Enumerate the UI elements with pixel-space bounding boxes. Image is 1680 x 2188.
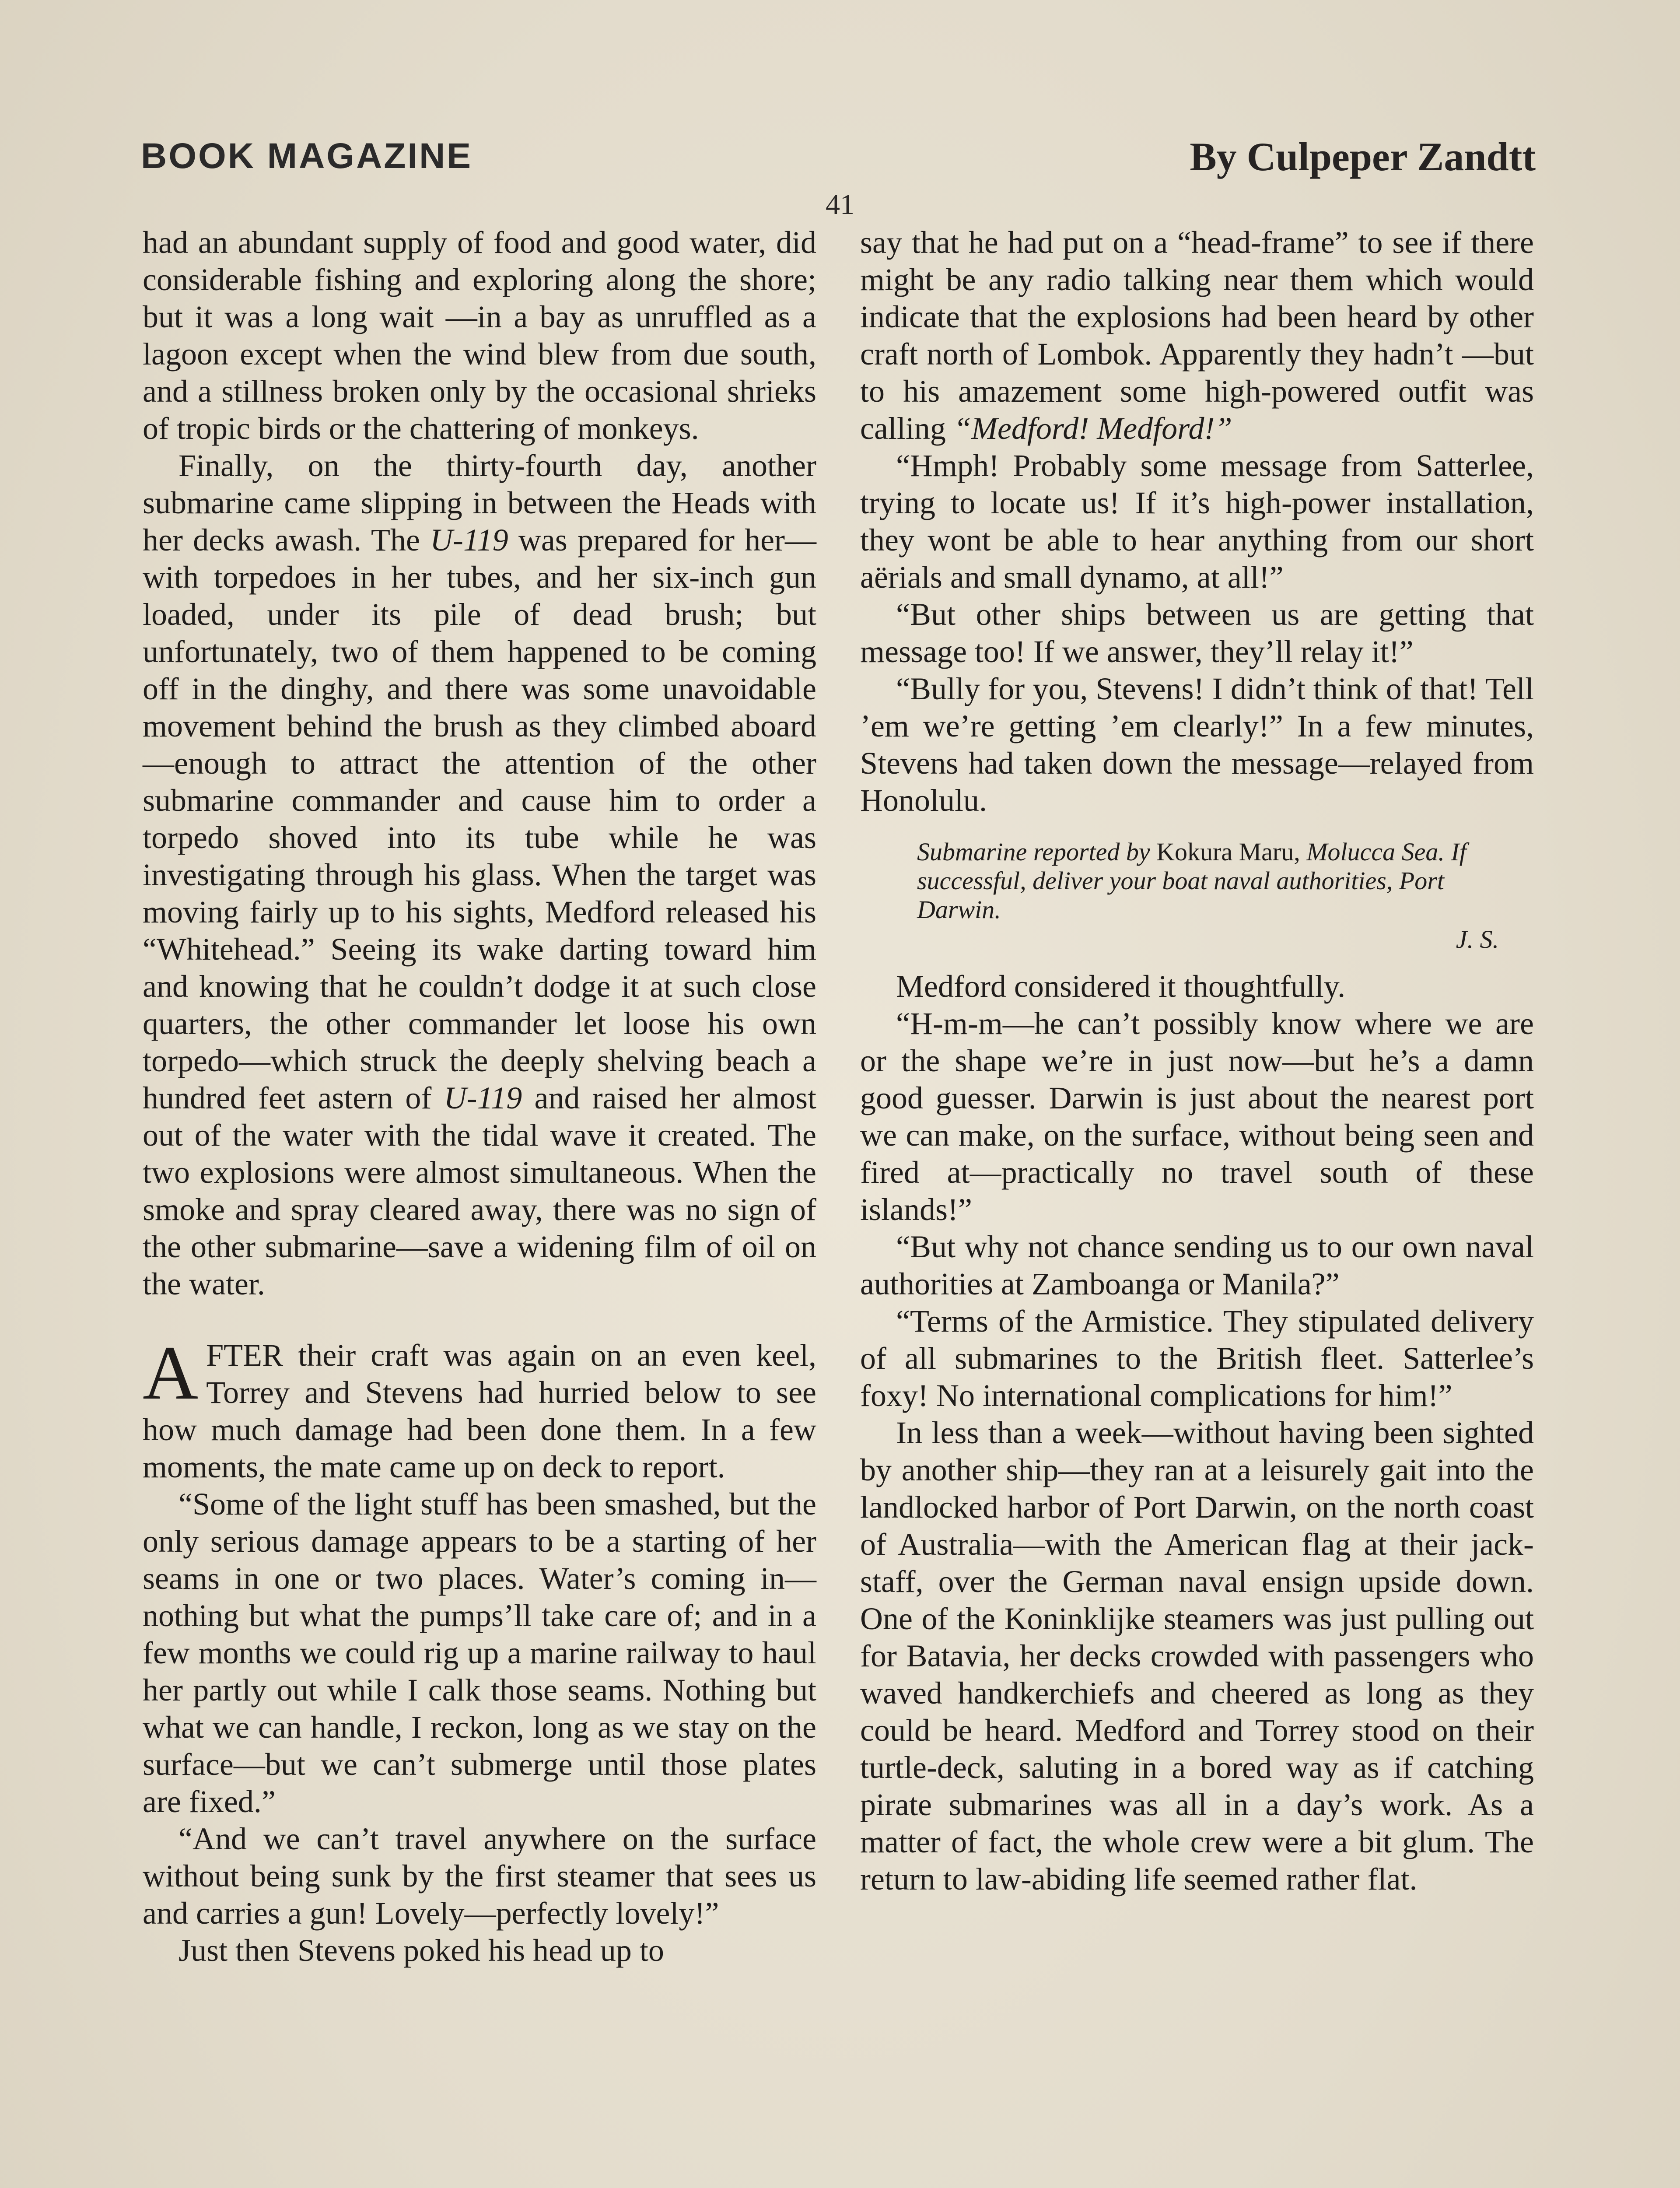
drop-cap: A	[143, 1330, 199, 1416]
radio-message-signature: J. S.	[1456, 925, 1499, 954]
paragraph: “H-m-m—he can’t possibly know where we are or the shape we’re in just now—but he’s a damn good guesser. Darwin is just about the nearest port we can make, on the surface, without being seen and fired at—practically no travel south of these islands!”	[860, 1006, 1534, 1227]
radio-call: “Medford! Medford!”	[953, 411, 1232, 446]
submarine-name: U-119	[444, 1080, 522, 1115]
submarine-name: U-119	[430, 522, 508, 558]
left-column	[143, 224, 816, 1969]
paragraph: Finally, on the thirty-fourth day, another submarine came slipping in between the Heads with her decks awash. The U-119 was prepared for her—with torpedoes in her tubes, and her six-inch gun loaded, under its pile of dead brush; but unfortunately, two of them happened to be coming off in the dinghy, and there was some unavoidable movement behind the brush as they climbed aboard—enough to attract the attention of the other submarine commander and cause him to order a torpedo shoved into its tube while he was investigating through his glass. When the target was moving fairly up to his sights, Medford released his “Whitehead.” Seeing its wake darting toward him and knowing that he couldn’t dodge it at such close quarters, the other commander let loose his own torpedo—which struck the deeply shelving beach a hundred feet astern of U-119 and raised her almost out of the water with the tidal wave it created. The two explosions were almost simultaneous. When the smoke and spray cleared away, there was no sign of the other submarine—save a widening film of oil on the water.	[143, 448, 817, 1301]
paragraph: “Hmph! Probably some message from Satterlee, trying to locate us! If it’s high-power installation, they wont be able to hear anything from our short aërials and small dynamo, at all!”	[860, 448, 1534, 595]
paragraph: Just then Stevens poked his head up to	[178, 1933, 664, 1968]
paragraph: had an abundant supply of food and good water, did considerable fishing and exploring along the shore; but it was a long wait —in a bay as unruffled as a lagoon except when the wind blew from due south, and a stillness broken only by the occasional shrieks of tropic birds or the chattering of monkeys.	[143, 225, 816, 446]
paragraph: “Some of the light stuff has been smashed, but the only serious damage appears to be a starting of her seams in one or two places. Water’s coming in—nothing but what the pumps’ll take care of; and in a few months we could rig up a marine railway to haul her partly out while I calk those seams. Nothing but what we can handle, I reckon, long as we stay on the surface—but we can’t submerge until those plates are fixed.”	[143, 1487, 816, 1819]
paragraph: “But why not chance sending us to our own naval authorities at Zamboanga or Manila?”	[860, 1229, 1534, 1301]
running-head-author: By Culpeper Zandtt	[1190, 134, 1536, 179]
right-column	[860, 224, 1534, 1898]
section-break	[143, 1303, 816, 1337]
paragraph: “But other ships between us are getting that message too! If we answer, they’ll relay it!”	[860, 597, 1534, 669]
paragraph: “Bully for you, Stevens! I didn’t think of that! Tell ’em we’re getting ’em clearly!” In a few minutes, Stevens had taken down the message—relayed from Honolulu.	[860, 671, 1534, 818]
paragraph: “And we can’t travel anywhere on the surface without being sunk by the first steamer that sees us and carries a gun! Lovely—perfectly lovely!”	[143, 1821, 816, 1931]
paragraph: AFTER their craft was again on an even keel, Torrey and Stevens had hurried below to see how much damage had been done them. In a few moments, the mate came up on deck to report.	[143, 1330, 816, 1484]
paragraph: “Terms of the Armistice. They stipulated delivery of all submarines to the British fleet. Satterlee’s foxy! No international complications for him!”	[860, 1304, 1534, 1413]
paragraph: say that he had put on a “head-frame” to see if there might be any radio talking near them which would indicate that the explosions had been heard by other craft north of Lombok. Apparently they hadn’t —but to his amazement some high-powered outfit was calling “Medford! Medford!”	[860, 225, 1534, 446]
radio-message: Submarine reported by Kokura Maru, Molucca Sea. If successful, deliver your boat naval authorities, Port Darwin.	[917, 838, 1466, 924]
page-number: 41	[826, 189, 854, 221]
ship-name: Kokura Maru,	[1156, 838, 1300, 866]
paragraph: In less than a week—without having been sighted by another ship—they ran at a leisurely gait into the landlocked harbor of Port Darwin, on the north coast of Australia—with the American flag at their jack-staff, over the German naval ensign upside down. One of the Koninklijke steamers was just pulling out for Batavia, her decks crowded with passengers who waved handkerchiefs and cheered as long as they could be heard. Medford and Torrey stood on their turtle-deck, saluting in a bored way as if catching pirate submarines was all in a day’s work. As a matter of fact, the whole crew were a bit glum. The return to law-abiding life seemed rather flat.	[860, 1415, 1534, 1897]
paragraph: Medford considered it thoughtfully.	[896, 969, 1346, 1004]
running-head-publication: BOOK MAGAZINE	[141, 136, 473, 176]
